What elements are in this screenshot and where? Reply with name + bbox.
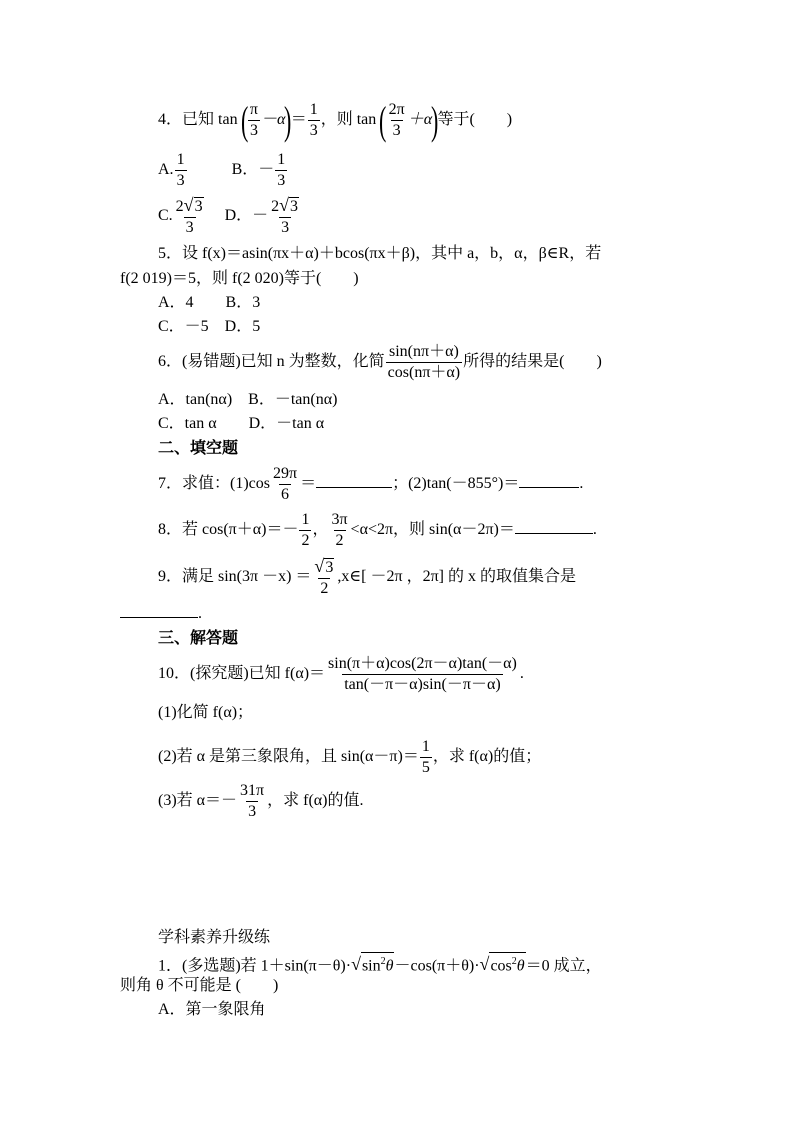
q10-fraction: $\frac{\sin(\pi+\alpha)\cos(2\pi-\alpha)\tan(-\alpha)}{\tan(-\pi-\alpha)\sin(-\pi-\alpha)}$	[328, 655, 517, 693]
upgrade-q1-option-a: A．第一象限角	[158, 1001, 266, 1018]
section-answer-title: 三、解答题	[158, 628, 239, 647]
q4-frac-pi-3: $\frac{\pi}{3}$	[249, 101, 258, 139]
q9-blank[interactable]	[120, 617, 198, 618]
q7-blank-1[interactable]	[316, 487, 392, 488]
q9-line: 9．满足 sin(3π －x) ＝ $\frac{√3}{2}$ ,x∈[ －2π ，2π] 的 x 的取值集合是	[158, 556, 576, 597]
q10-part1: (1)化简 f(α)；	[158, 704, 254, 721]
section-fill-in-title: 二、填空题	[158, 438, 239, 457]
q5-options-cd: C．－5 D．5	[158, 318, 261, 335]
q6-fraction: $\frac{\sin(n\pi+\alpha)}{\cos(n\pi+\alpha)}$	[387, 343, 461, 381]
q10-line: 10．(探究题)已知 f(α)＝ $\frac{\sin(\pi+\alpha)\cos(2\pi-\alpha)\tan(-\alpha)}{\tan(-\pi-\alpha)\sin(-\pi-\alpha)}$ .	[158, 655, 524, 693]
q10-part2: (2)若 α 是第三象限角，且 sin(α－π)＝ $\frac{1}{5}$ ，求 f(α)的值；	[158, 738, 542, 776]
q8-blank[interactable]	[515, 533, 593, 534]
q4-frac-2pi-3: $\frac{2\pi}{3}$	[388, 101, 405, 139]
q4-line: 4．已知 tan ( $\frac{\pi}{3}$ －α)＝ $\frac{1}{3}$ ，则 tan ( $\frac{2\pi}{3}$ ＋α)等于( )	[158, 97, 513, 143]
q4-options-ab: A. $\frac{1}{3}$ B．－ $\frac{1}{3}$	[158, 151, 286, 189]
q6-options-ab: A．tan(nα) B．－tan(nα)	[158, 391, 338, 408]
upgrade-title: 学科素养升级练	[158, 929, 271, 946]
q4-option-b: B．	[231, 161, 259, 179]
q4-frac-1-3: $\frac{1}{3}$	[309, 101, 318, 139]
q5-line1: 5．设 f(x)＝asin(πx＋α)＋bcos(πx＋β)，其中 a，b，α，β∈R，若	[158, 245, 602, 262]
q9-line2: .	[120, 604, 202, 624]
q8-line: 8．若 cos(π＋α)＝－ $\frac{1}{2}$ ， $\frac{3\pi}{2}$ <α<2π，则 sin(α－2π)＝ .	[158, 511, 597, 549]
q5-options-ab: A．4 B．3	[158, 294, 261, 311]
q4-number: 4．	[158, 111, 183, 129]
q4-options-cd: C. $\frac{2√3}{3}$ D．－ $\frac{2√3}{3}$	[158, 195, 299, 236]
upgrade-q1-line1: 1．(多选题)若 $1+\sin(\pi-\theta)\cdot√\sin^2\theta-\cos(\pi+\theta)\cdot√\cos^2\theta=0$ 成立，	[158, 952, 602, 976]
q6-options-cd: C．tan α D．－tan α	[158, 415, 325, 432]
q5-line2: f(2 019)＝5，则 f(2 020)等于( )	[120, 270, 359, 287]
q7-line: 7．求值：(1)cos $\frac{29\pi}{6}$ ＝ ；(2)tan(－855°)＝ .	[158, 465, 584, 503]
q4-option-d: D．	[224, 207, 253, 225]
q10-part3: (3)若 α＝－ $\frac{31\pi}{3}$ ，求 f(α)的值.	[158, 782, 364, 820]
q4-option-c: C.	[158, 207, 173, 225]
upgrade-q1-line2: 则角 θ 不可能是 ( )	[120, 977, 279, 994]
q6-line: 6．(易错题)已知 n 为整数，化简 $\frac{\sin(n\pi+\alpha)}{\cos(n\pi+\alpha)}$ 所得的结果是( )	[158, 343, 602, 381]
q7-blank-2[interactable]	[519, 487, 579, 488]
q4-option-a: A.	[158, 161, 174, 179]
